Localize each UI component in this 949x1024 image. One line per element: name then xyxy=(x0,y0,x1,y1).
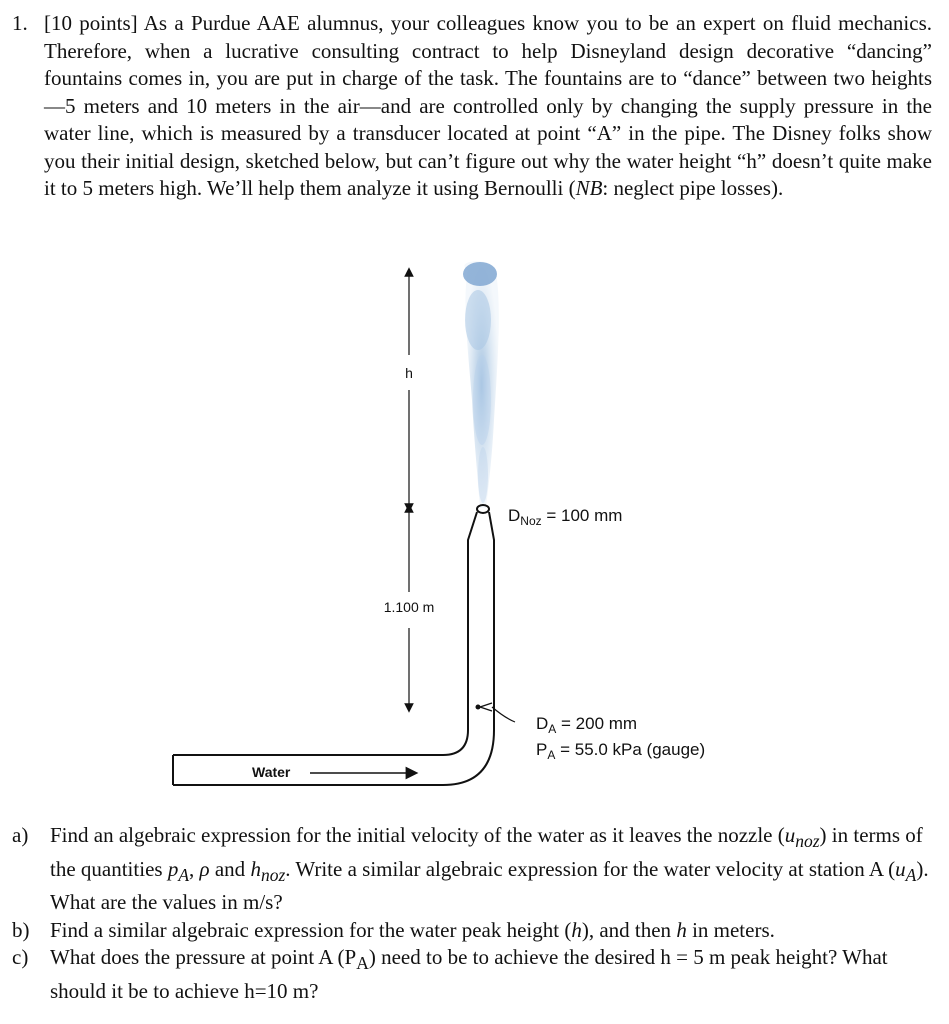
pipe-diameter-label: $D_A = 200$ mm xyxy=(536,714,638,736)
problem-intro: [10 points] As a Purdue AAE alumnus, your colleagues know you to be an expert on fluid mechanics. Therefore, when a lucrative consulting contract to help Disneyland design decorative “dancing” fountains comes in, you are put in charge of the task. The fountains are to “dance” between two heights—5 meters and 10 meters in the air—and are controlled only by changing the supply pressure in the water line, which is measured by a transducer located at point “A” in the pipe. The Disney folks show you their initial design, sketched below, but can’t figure out why the water height “h” doesn’t quite make it to 5 meters high. We’ll help them analyze it using Bernoulli ( xyxy=(44,11,932,200)
question-a-label: a) xyxy=(12,823,29,847)
nozzle-diameter-label: $D_{Noz} = 100$ mm xyxy=(508,506,623,528)
water-flow xyxy=(252,764,412,780)
pipe xyxy=(173,505,494,785)
water-label: Water xyxy=(252,764,291,780)
pipe-height-dimension xyxy=(384,508,435,708)
problem-intro-end: : neglect pipe losses). xyxy=(602,176,784,200)
h-label: h xyxy=(405,365,413,381)
point-a-marker xyxy=(476,703,516,722)
question-b: b) Find a similar algebraic expression for the water peak height (h), and then h in meters. xyxy=(12,917,932,945)
pressure-label: $P_A = 55.0$ kPa (gauge) xyxy=(536,740,706,762)
questions xyxy=(12,822,932,1006)
question-c: c) What does the pressure at point A $(P_A)$ need to be to achieve the desired h = 5 m peak height? What should it be to achieve h=10 m? xyxy=(12,945,888,1004)
problem-number: 1. xyxy=(12,11,28,35)
problem-statement xyxy=(12,10,932,203)
problem-text xyxy=(44,10,932,203)
question-b-label: b) xyxy=(12,917,30,942)
water-spray xyxy=(463,261,499,508)
pipe-height-label: 1.100 m xyxy=(383,599,435,615)
nb-label: NB xyxy=(575,176,603,200)
h-dimension xyxy=(405,272,413,508)
question-c-label: c) xyxy=(12,945,29,970)
fountain-diagram xyxy=(0,250,949,810)
question-a: a) Find an algebraic expression for the initial velocity of the water as it leaves the nozzle $(u_{noz})$ in terms of the quantities $p_A$, ρ and $h_{noz}$. Write a similar algebraic expression for the water velocity at station A $(u_A)$. What are the values in m/s? xyxy=(12,823,929,915)
